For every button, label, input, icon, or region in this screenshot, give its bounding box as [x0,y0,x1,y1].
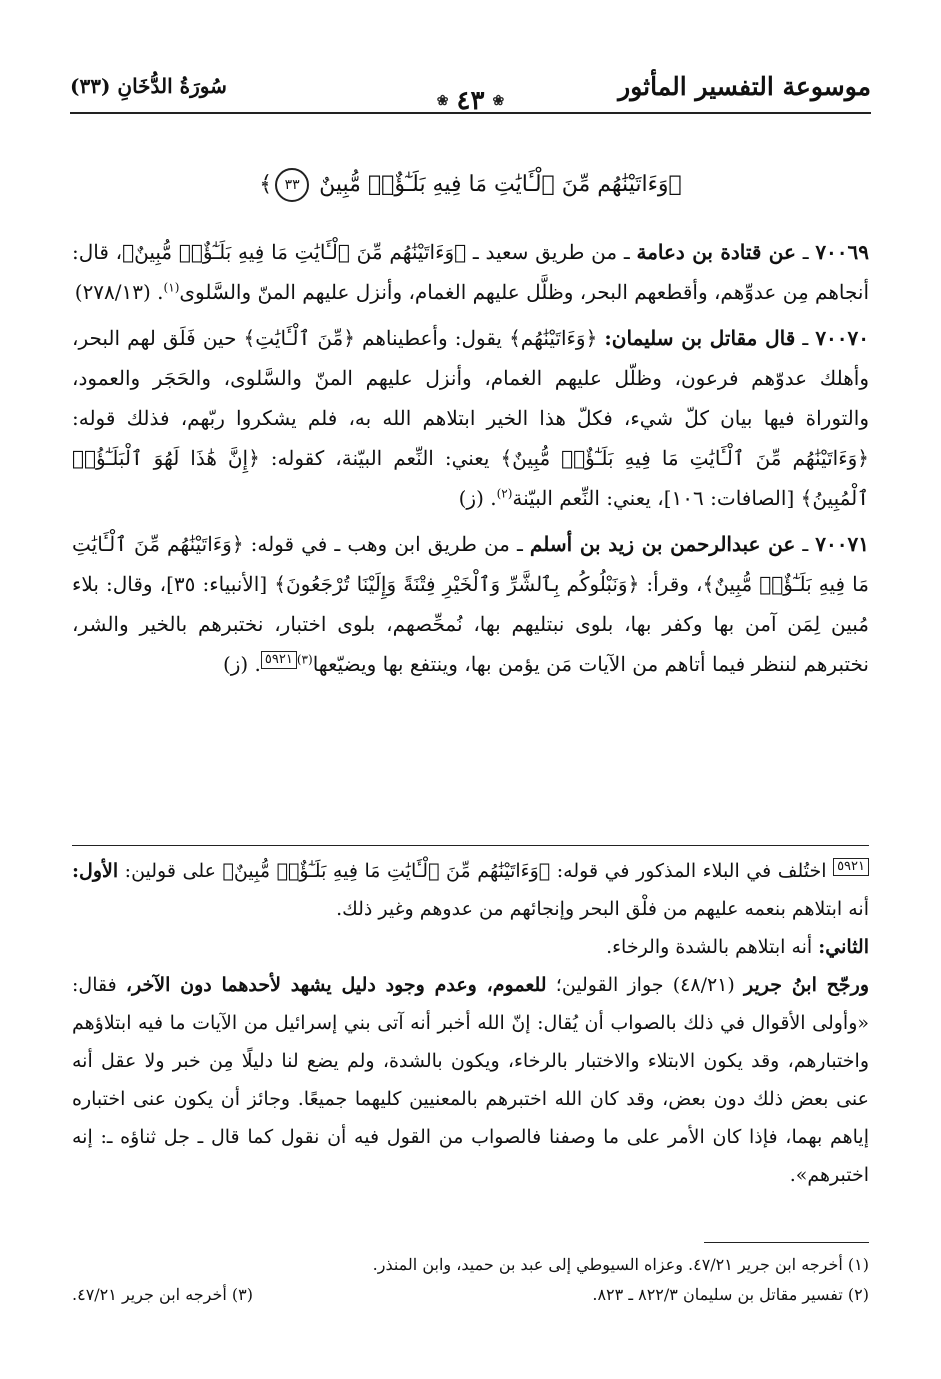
footnotes [72,1250,869,1310]
verse-heading [70,165,871,205]
commentary-divider [72,845,869,846]
commentary-ref-box: ٥٩٢١ [833,858,869,876]
commentary-intro [72,852,869,928]
footnote-divider [704,1242,869,1243]
commentary-intro-text: اختُلف في البلاء المذكور في قوله: ﴿وَءَاتَيْنَٰهُم مِّنَ ٱلْـَٔايَٰتِ مَا فِيهِ بَلَـٰٓؤٌا۟ مُّبِينٌ﴾ على قولين: [124,860,827,882]
footnote-marker[interactable]: (١) [163,280,180,295]
surah-title: سُورَةُ الدُّخَانِ (٣٣) [70,74,227,98]
tarjih-text: فقال: «وأولى الأقوال في ذلك بالصواب أن يُقال: إنّ الله أخبر أنه آتى بني إسرائيل من الآيات ما فيه ابتلاؤهم واختبارهم، وقد يكون الابتلاء والاختبار بالرخاء، ويكون بالشدة، ولم يضع لنا دليلًا مِن خبر ولا عقل أنه عنى بعض ذلك دون بعض، وقد كان الله اختبرهم بالمعنيين كليهما جميعًا. وجائز أن يكون عنى اختباره إياهم بهما، فإذا كان الأمر على ما وصفنا فالصواب من القول فيه أن نقول كما قال ـ جل ثناؤه ـ: إنه اختبرهم». [72,974,869,1186]
opinion-second-label: الثاني: [818,936,869,958]
narration-item: ٧٠٠٧٠ ـ قال مقاتل بن سليمان: ﴿وَءَاتَيْنَٰهُم﴾ يقول: وأعطيناهم ﴿مِّنَ ٱلْـَٔايَٰتِ﴾ حين فَلَق لهم البحر، وأهلك عدوّهم فرعون، وظلّل عليهم الغمام، وأنزل عليهم المنّ والسَّلوى، والحَجَر والعمود، والتوراة فيها بيان كلّ شيء، فكلّ هذا الخير ابتلاهم الله به، فلم يشكروا ربّهم، فذلك قوله: ﴿وَءَاتَيْنَٰهُم مِّنَ ٱلْـَٔايَٰتِ مَا فِيهِ بَلَـٰٓؤٌا۟ مُّبِينٌ﴾ يعني: النِّعم البيّنة، كقوله: ﴿إِنَّ هَٰذَا لَهُوَ ٱلْبَلَـٰٓؤُا۟ ٱلْمُبِينُ﴾ [الصافات: ١٠٦]، يعني: النِّعم البيّنة$^{(٢)}$. (ز) [72,326,870,510]
narration-source: عن عبدالرحمن بن زيد بن أسلم [529,532,796,556]
narration-tail: . (ز) [458,486,497,510]
narration-text: ـ من طريق سعيد ـ ﴿وَءَاتَيْنَٰهُم مِّنَ ٱلْـَٔايَٰتِ مَا فِيهِ بَلَـٰٓؤٌا۟ مُّبِينٌ﴾، قال: أنجاهم مِن عدوِّهم، وأقطعهم البحر، وظلَّل عليهم الغمام، وأنزل عليهم المنّ والسَّلوى [72,240,869,304]
narration-text: ـ من طريق ابن وهب ـ في قوله: ﴿وَءَاتَيْنَٰهُم مِّنَ ٱلْـَٔايَٰتِ مَا فِيهِ بَلَـٰٓؤٌا۟ مُّبِينٌ﴾، وقرأ: ﴿وَنَبْلُوكُم بِٱلشَّرِّ وَٱلْخَيْرِ فِتْنَةً وَإِلَيْنَا تُرْجَعُونَ﴾ [الأنبياء: ٣٥]، وقال: بلاء مُبين لِمَن آمن بها وكفر بها، بلوى نبتليهم بها، نُمحِّصهم، بلوى اختبار، نختبرهم بالخير والشر، نختبرهم لننظر فيما أتاهم من الآيات مَن يؤمن بها، وينتفع بها ويضيّعها [72,532,869,676]
footnote-1: (١) أخرجه ابن جرير ٤٧/٢١. وعزاه السيوطي إلى عبد بن حميد، وابن المنذر. [372,1255,869,1274]
opinion-first-label: الأول: [72,860,119,882]
commentary [72,852,869,1194]
book-title: موسوعة التفسير المأثور [618,71,871,101]
ornament-icon: ❀ [436,93,449,109]
ornament-icon: ❀ [492,93,505,109]
header-divider [70,112,871,114]
opinion-first-text: أنه ابتلاهم بنعمه عليهم من فلْق البحر وإنجائهم من عدوهم وغير ذلك. [336,898,869,920]
footnote-row [72,1280,869,1310]
tarjih-paragraph [72,966,869,1194]
footnote-marker[interactable]: (٣) [296,652,313,667]
footnote-2: (٢) تفسير مقاتل بن سليمان ٨٢٢/٣ ـ ٨٢٣. [592,1285,869,1304]
opinion-second [72,928,869,966]
commentary-ref-box[interactable]: ٥٩٢١ [261,651,297,669]
opinion-second-text: أنه ابتلاهم بالشدة والرخاء. [606,936,813,958]
narrations [72,232,869,690]
narration-text: ﴿وَءَاتَيْنَٰهُم﴾ يقول: وأعطيناهم ﴿مِّنَ ٱلْـَٔايَٰتِ﴾ حين فَلَق لهم البحر، وأهلك عدوّهم فرعون، وظلّل عليهم الغمام، وأنزل عليهم المنّ والسَّلوى، والحَجَر والعمود، والتوراة فيها بيان كلّ شيء، فكلّ هذا الخير ابتلاهم الله به، فلم يشكروا ربّهم، فذلك قوله: ﴿وَءَاتَيْنَٰهُم مِّنَ ٱلْـَٔايَٰتِ مَا فِيهِ بَلَـٰٓؤٌا۟ مُّبِينٌ﴾ يعني: النِّعم البيّنة، كقوله: ﴿إِنَّ هَٰذَا لَهُوَ ٱلْبَلَـٰٓؤُا۟ ٱلْمُبِينُ﴾ [الصافات: ١٠٦]، يعني: النِّعم البيّنة [72,326,869,510]
tarjih-bold-1: ورجّح ابنُ جرير [744,974,869,996]
verse-close-bracket: ﴾ [259,172,273,197]
footnote-marker[interactable]: (٢) [496,486,513,501]
tarjih-bold-2: للعموم، وعدم وجود دليل يشهد لأحدهما دون الآخر، [125,974,547,996]
footnote-3: (٣) أخرجه ابن جرير ٤٧/٢١. [72,1285,253,1304]
narration-number: ٧٠٠٧١ [815,532,870,556]
narration-tail: . (ز) [222,652,261,676]
narration-source: قال مقاتل بن سليمان: [604,326,796,350]
narration-number: ٧٠٠٦٩ [815,240,870,264]
narration-tail: . (٢٧٨/١٣) [74,280,164,304]
narration-item: ٧٠٠٧١ ـ عن عبدالرحمن بن زيد بن أسلم ـ من طريق ابن وهب ـ في قوله: ﴿وَءَاتَيْنَٰهُم مِّنَ ٱلْـَٔايَٰتِ مَا فِيهِ بَلَـٰٓؤٌا۟ مُّبِينٌ﴾، وقرأ: ﴿وَنَبْلُوكُم بِٱلشَّرِّ وَٱلْخَيْرِ فِتْنَةً وَإِلَيْنَا تُرْجَعُونَ﴾ [الأنبياء: ٣٥]، وقال: بلاء مُبين لِمَن آمن بها وكفر بها، بلوى نبتليهم بها، نُمحِّصهم، بلوى اختبار، نختبرهم بالخير والشر، نختبرهم لننظر فيما أتاهم من الآيات مَن يؤمن بها، وينتفع بها ويضيّعها$^{(٣)}$٥٩٢١. (ز) [72,532,870,676]
narration-number: ٧٠٠٧٠ [815,326,870,350]
ayah-number-badge: ٣٣ [275,168,309,202]
verse-text: وَءَاتَيْنَٰهُم مِّنَ ٱلْـَٔايَٰتِ مَا فِيهِ بَلَـٰٓؤٌا۟ مُّبِينٌ [319,172,669,197]
tarjih-mid: (٤٨/٢١) جواز القولين؛ [555,974,735,996]
narration-item: ٧٠٠٦٩ ـ عن قتادة بن دعامة ـ من طريق سعيد ـ ﴿وَءَاتَيْنَٰهُم مِّنَ ٱلْـَٔايَٰتِ مَا فِيهِ بَلَـٰٓؤٌا۟ مُّبِينٌ﴾، قال: أنجاهم مِن عدوِّهم، وأقطعهم البحر، وظلَّل عليهم الغمام، وأنزل عليهم المنّ والسَّلوى$^{(١)}$. (٢٧٨/١٣) [72,240,870,304]
page-number: ٤٣ [456,86,485,116]
narration-source: عن قتادة بن دعامة [636,240,796,264]
verse-open-bracket: ﴿ [668,172,682,197]
